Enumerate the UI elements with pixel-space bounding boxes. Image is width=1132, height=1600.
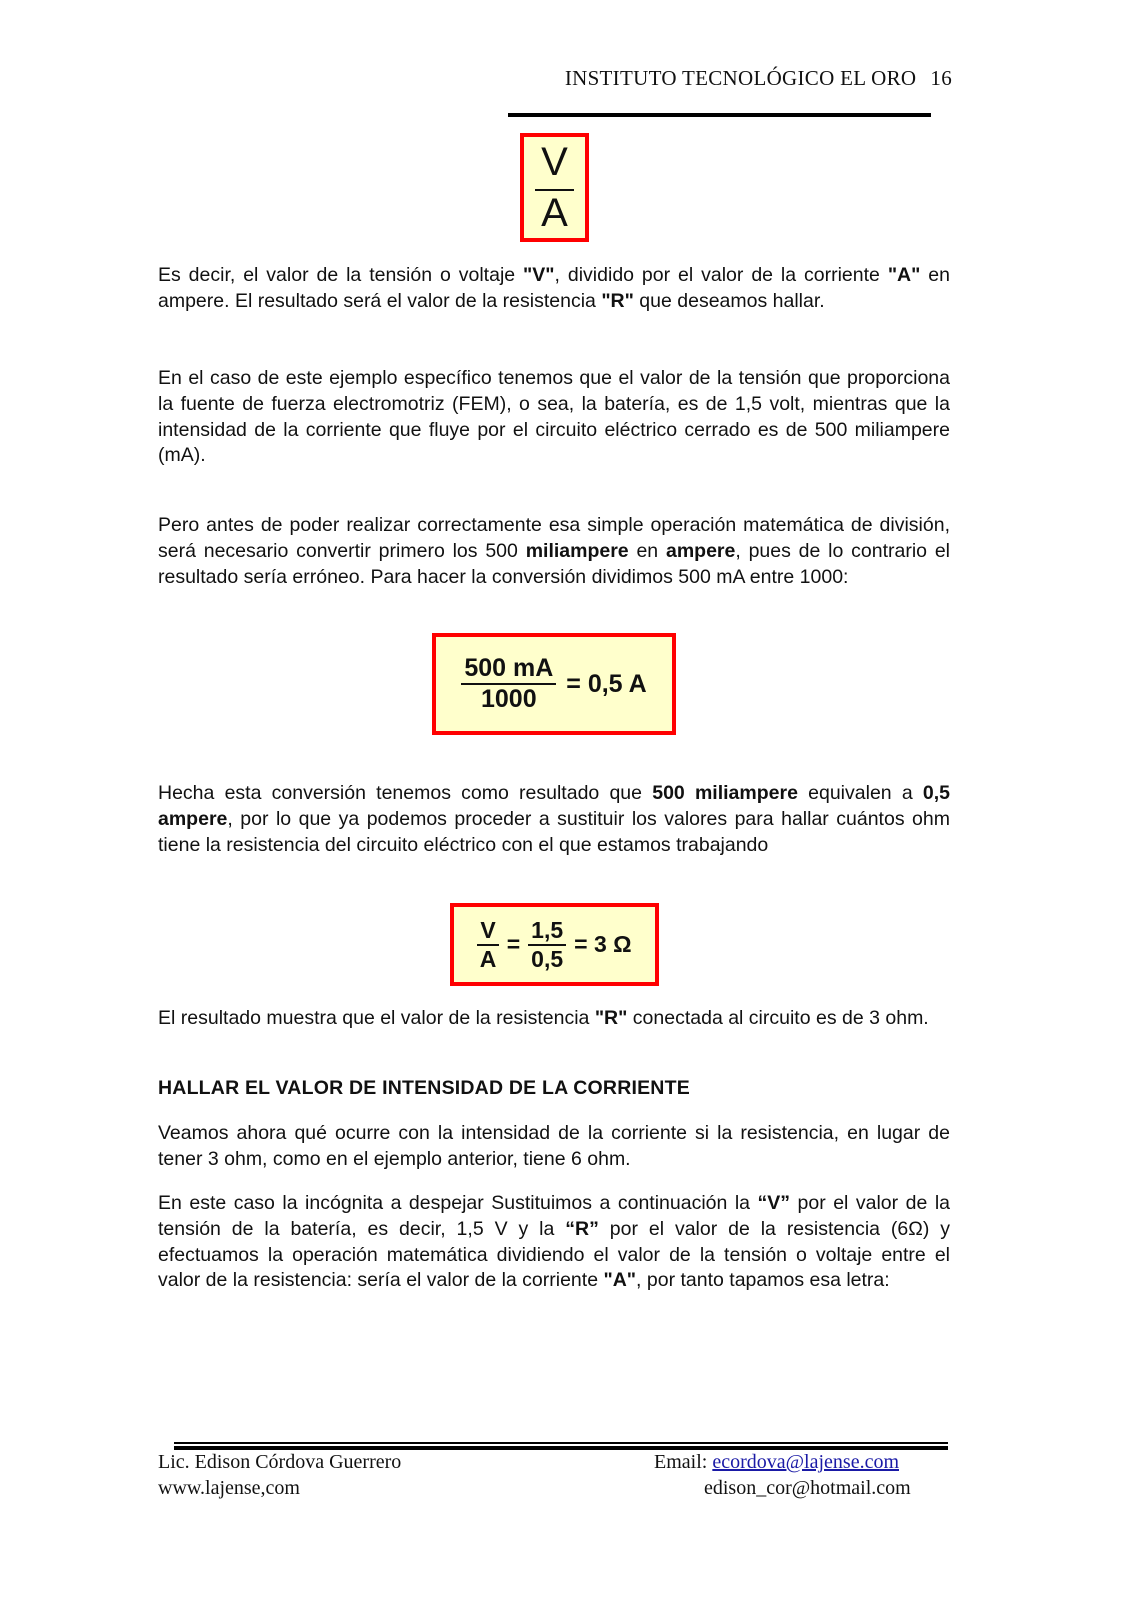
text-segment: que deseamos hallar. xyxy=(633,289,825,312)
text-segment: "R" xyxy=(594,1007,628,1029)
footer-author: Lic. Edison Córdova Guerrero xyxy=(158,1451,402,1473)
formula-resistance xyxy=(450,903,659,986)
text-segment: "A" xyxy=(603,1269,637,1292)
paragraph-1 xyxy=(158,263,950,315)
text-segment: "V" xyxy=(523,264,555,286)
text-segment: 500 mA xyxy=(461,654,556,685)
text-segment: Email: xyxy=(654,1451,713,1473)
text-segment: 0,5 ampere xyxy=(158,782,950,830)
text-segment: en xyxy=(628,539,666,562)
text-segment: El resultado muestra que el valor de la resistencia xyxy=(158,1007,595,1029)
text-segment: Es decir, el valor de la tensión o voltaje xyxy=(158,264,524,286)
page-number: 16 xyxy=(930,66,952,90)
text-segment: 1000 xyxy=(480,685,537,713)
section-heading: HALLAR EL VALOR DE INTENSIDAD DE LA CORRIENTE xyxy=(158,1077,690,1099)
text-segment: equivalen a xyxy=(797,782,923,804)
formula-numerator: V xyxy=(535,140,574,191)
footer-rule-thin xyxy=(174,1442,948,1444)
text-segment: = xyxy=(506,931,521,957)
formula-v-over-a xyxy=(520,133,589,242)
text-segment: 0,5 xyxy=(531,945,564,972)
text-segment: , por tanto tapamos esa letra: xyxy=(636,1269,890,1292)
header-title: INSTITUTO TECNOLÓGICO EL ORO xyxy=(564,66,917,90)
text-segment: por el valor de la tensión de la batería, es decir, 1,5 V y la xyxy=(158,1192,950,1240)
text-segment: 1,5 xyxy=(528,917,566,946)
text-segment: = 0,5 A xyxy=(566,669,647,698)
footer-rule-thick xyxy=(174,1446,948,1450)
text-segment: conectada al circuito es de 3 ohm. xyxy=(627,1007,929,1029)
text-segment: , por lo que ya podemos proceder a sustituir los valores para hallar cuántos ohm tiene la resistencia del circuito eléctrico con el que estamos trabajando xyxy=(158,807,950,856)
footer-email xyxy=(654,1451,899,1474)
paragraph-7 xyxy=(158,1191,950,1294)
text-segment: A xyxy=(479,945,497,972)
text-segment: 500 miliampere xyxy=(652,782,798,804)
text-segment: "R" xyxy=(601,289,634,312)
text-segment: V xyxy=(477,917,498,946)
text-segment: por el valor de la resistencia (6Ω) y efectuamos la operación matemática dividiendo el valor de la tensión o voltaje entre el valor de la resistencia: sería el valor de la corriente xyxy=(158,1217,951,1292)
paragraph-6: Veamos ahora qué ocurre con la intensidad de la corriente si la resistencia, en lugar de tener 3 ohm, como en el ejemplo anterior, tiene 6 ohm. xyxy=(158,1122,950,1170)
text-segment: Pero antes de poder realizar correctamente esa simple operación matemática de división, será necesario convertir primero los 500 xyxy=(158,514,950,562)
formula-conversion xyxy=(432,633,676,735)
text-segment: "A" xyxy=(887,264,921,286)
footer-website: www.lajense,com xyxy=(158,1477,300,1499)
page-header xyxy=(500,66,952,91)
paragraph-5 xyxy=(158,1006,950,1032)
text-segment: en ampere. El resultado será el valor de la resistencia xyxy=(158,264,951,312)
paragraph-4 xyxy=(158,781,950,858)
text-segment: “V” xyxy=(757,1192,791,1214)
paragraph-3 xyxy=(158,513,950,590)
text-segment: En este caso la incógnita a despejar Sustituimos a continuación la xyxy=(158,1192,758,1214)
text-segment: , pues de lo contrario el resultado sería erróneo. Para hacer la conversión dividimos 500 mA entre 1000: xyxy=(158,539,951,588)
text-segment: ampere xyxy=(665,539,736,562)
header-rule xyxy=(508,113,931,117)
email-link[interactable]: ecordova@lajense.com xyxy=(712,1451,899,1473)
paragraph-2: En el caso de este ejemplo específico tenemos que el valor de la tensión que proporciona la fuente de fuerza electromotriz (FEM), o sea, la batería, es de 1,5 volt, mientras que la intensidad de la corriente que fluye por el circuito eléctrico cerrado es de 500 miliampere (mA). xyxy=(158,367,950,467)
text-segment: = 3 Ω xyxy=(574,931,632,957)
formula-denominator: A xyxy=(541,190,568,235)
text-segment: “R” xyxy=(565,1217,599,1240)
text-segment: miliampere xyxy=(525,539,629,562)
text-segment: , dividido por el valor de la corriente xyxy=(554,264,888,286)
text-segment: Hecha esta conversión tenemos como resultado que xyxy=(158,782,653,804)
footer-email-2: edison_cor@hotmail.com xyxy=(704,1477,911,1499)
